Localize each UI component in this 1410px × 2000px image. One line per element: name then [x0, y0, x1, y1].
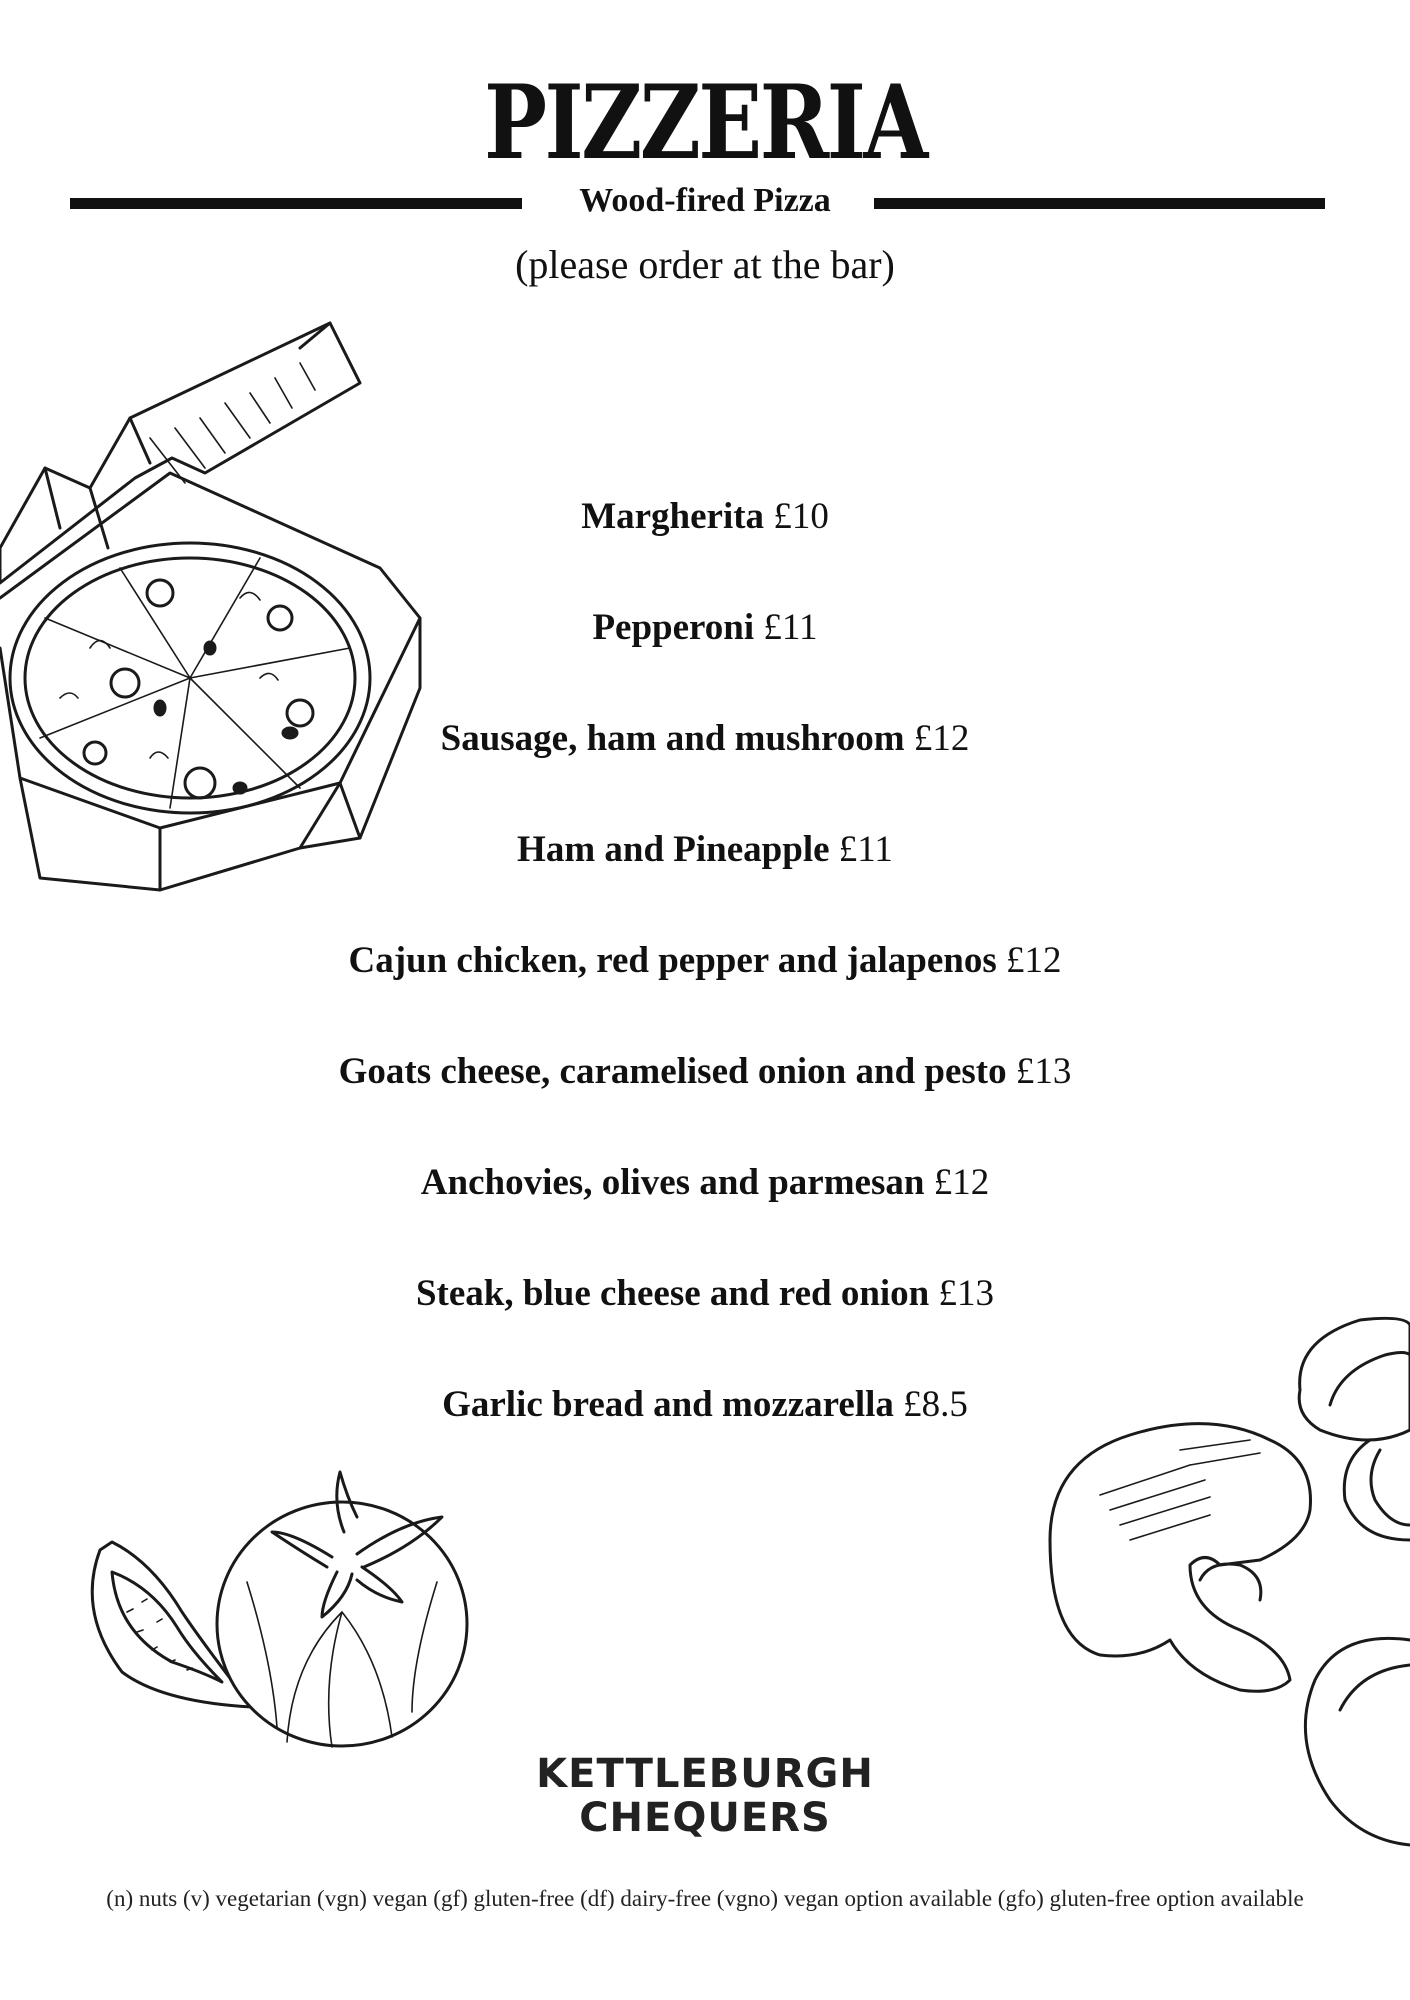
- brand-line-2: CHEQUERS: [579, 1795, 831, 1841]
- menu-item-price: £8.5: [903, 1384, 968, 1425]
- menu-item-price: £13: [938, 1273, 995, 1314]
- menu-item-name: Anchovies, olives and parmesan: [420, 1162, 925, 1203]
- menu-item-name: Pepperoni: [592, 607, 755, 648]
- menu-item-name: Goats cheese, caramelised onion and pesto: [338, 1051, 1007, 1092]
- menu-item-name: Garlic bread and mozzarella: [442, 1384, 894, 1425]
- menu-item-price: £13: [1015, 1051, 1072, 1092]
- subtitle: Wood-fired Pizza: [579, 182, 831, 219]
- menu-item-price: £11: [763, 607, 818, 648]
- dietary-key-footnote: (n) nuts (v) vegetarian (vgn) vegan (gf) gluten-free (df) dairy-free (vgno) vegan option available (gfo) gluten-free option available: [106, 1886, 1304, 1911]
- menu-item: [0, 1161, 1410, 1272]
- menu-item-price: £11: [838, 829, 893, 870]
- menu-item: [0, 495, 1410, 606]
- menu-item: [0, 717, 1410, 828]
- menu-item-price: £12: [913, 718, 970, 759]
- tomato-illustration: [82, 1462, 482, 1762]
- brand-line-1: KETTLEBURGH: [536, 1751, 874, 1797]
- menu-item-price: £12: [1006, 940, 1062, 981]
- menu-item-name: Margherita: [581, 496, 765, 537]
- brand-logo: [0, 1752, 1410, 1840]
- menu-item: [0, 828, 1410, 939]
- order-note: (please order at the bar): [515, 242, 895, 287]
- menu-item: [0, 1050, 1410, 1161]
- menu-item-name: Steak, blue cheese and red onion: [415, 1273, 930, 1314]
- menu-item-name: Cajun chicken, red pepper and jalapenos: [348, 940, 997, 981]
- menu-item-name: Ham and Pineapple: [517, 829, 830, 870]
- menu-item-price: £10: [773, 496, 829, 537]
- menu-item-price: £12: [933, 1162, 990, 1203]
- page-title: PIZZERIA: [484, 63, 926, 183]
- right-divider-rule: [874, 198, 1325, 209]
- menu-item: [0, 606, 1410, 717]
- menu-item-name: Sausage, ham and mushroom: [440, 718, 905, 759]
- menu-item: [0, 939, 1410, 1050]
